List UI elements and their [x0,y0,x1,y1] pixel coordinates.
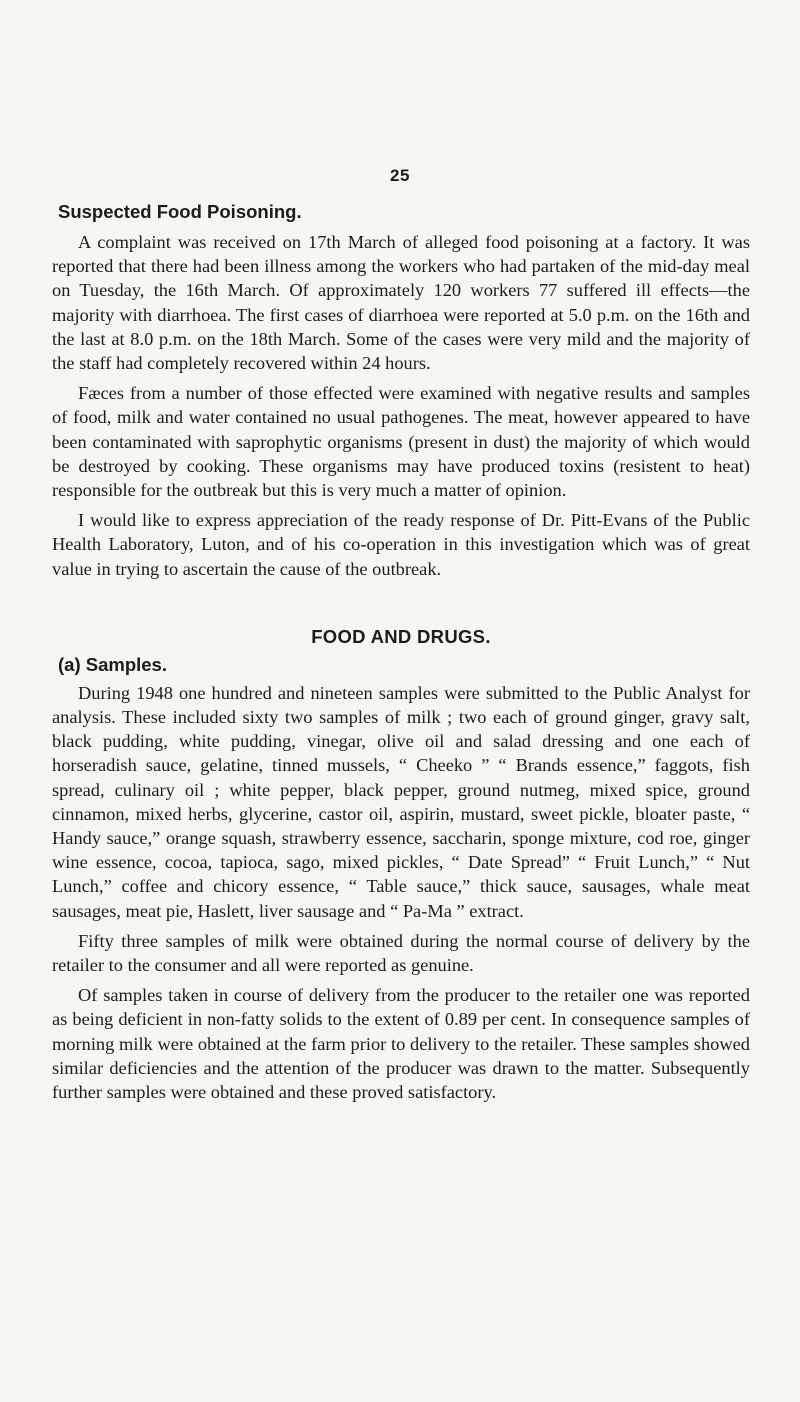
section-title-food-and-drugs: FOOD AND DRUGS. [311,625,491,647]
paragraph: A complaint was received on 17th March of alleged food poisoning at a factory. It was reported that there had been illness among the workers who had partaken of the mid-day meal on Tuesday, the 16th March. Of approximately 120 workers 77 suffered ill effects—the majority with diarrhoea. The first cases of diarrhoea were reported at 5.0 p.m. on the 16th and the last at 8.0 p.m. on the 18th March. Some of the cases were very mild and the majority of the staff had completely recovered within 24 hours. [52,232,750,374]
paragraph: Of samples taken in course of delivery from the producer to the retailer one was reported as being deficient in non-fatty solids to the extent of 0.89 per cent. In consequence samples of morning milk were obtained at the farm prior to delivery to the retailer. These samples showed similar deficiencies and the attention of the producer was drawn to the matter. Subsequently further samples were obtained and these proved satisfactory. [52,985,750,1103]
paragraph: Fæces from a number of those effected were examined with negative results and samples of food, milk and water contained no usual pathogenes. The meat, however appeared to have been contaminated with saprophytic organisms (present in dust) the majority of which would be destroyed by cooking. These organisms may have produced toxins (resistent to heat) responsible for the outbreak but this is very much a matter of opinion. [52,383,750,501]
section-heading-food-poisoning: Suspected Food Poisoning. [58,201,302,222]
paragraph: Fifty three samples of milk were obtained during the normal course of delivery by the retailer to the consumer and all were reported as genuine. [52,930,750,976]
paragraph: During 1948 one hundred and nineteen samples were submitted to the Public Analyst for analysis. These included sixty two samples of milk ; two each of ground ginger, gravy salt, black pudding, white pudding, vinegar, olive oil and salad dressing and one each of horseradish sauce, gelatine, tinned mussels, “ Cheeko ” “ Brands essence,” faggots, fish spread, culinary oil ; white pepper, black pepper, ground nutmeg, mixed spice, ground cinnamon, mixed herbs, glycerine, castor oil, aspirin, mustard, sweet pickle, bloater paste, “ Handy sauce,” orange squash, strawberry essence, saccharin, sponge mixture, cod roe, ginger wine essence, cocoa, tapioca, sago, mixed pickles, “ Date Spread” “ Fruit Lunch,” “ Nut Lunch,” coffee and chicory essence, “ Table sauce,” thick sauce, sausages, whale meat sausages, meat pie, Haslett, liver sausage and “ Pa-Ma ” extract. [52,682,750,921]
page-content [52,200,750,1110]
subheading-samples: (a) Samples. [58,653,167,675]
paragraph: I would like to express appreciation of the ready response of Dr. Pitt-Evans of the Public Health Laboratory, Luton, and of his co-operation in this investigation which was of great value in trying to ascertain the cause of the outbreak. [52,510,750,579]
page-number: 25 [390,166,410,185]
